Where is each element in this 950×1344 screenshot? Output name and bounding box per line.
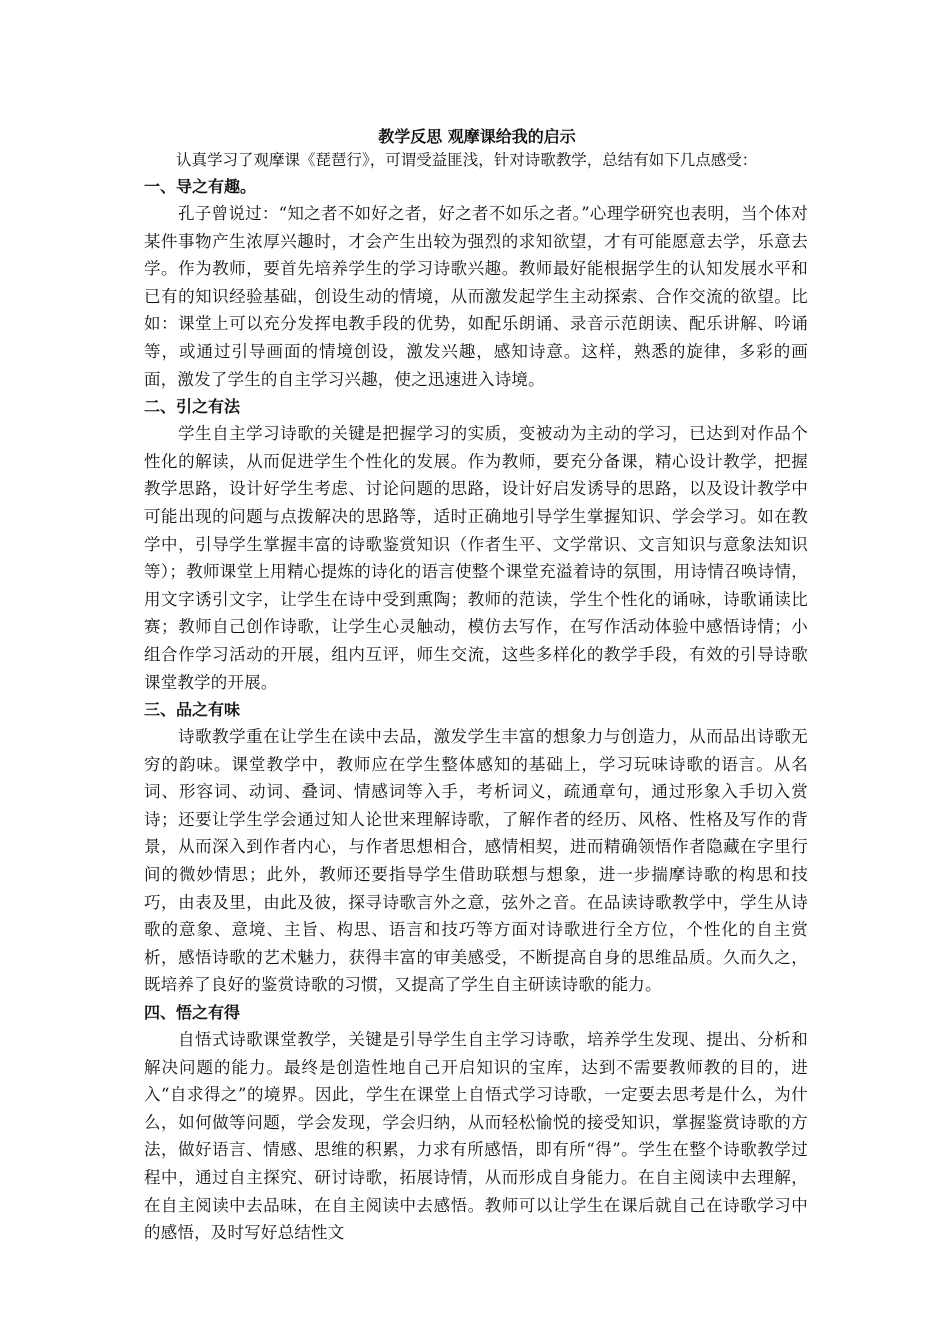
- section-paragraph: 诗歌教学重在让学生在读中去品，激发学生丰富的想象力与创造力，从而品出诗歌无穷的韵味。课堂教学中，教师应在学生整体感知的基础上，学习玩味诗歌的语言。从名词、形容词、动词、叠词、情感词等入手，考析词义，疏通章句，通过形象入手切入赏诗；还要让学生学会通过知人论世来理解诗歌，了解作者的经历、风格、性格及写作的背景，从而深入到作者内心，与作者思想相合，感情相契，进而精确领悟作者隐藏在字里行间的微妙情思；此外，教师还要指导学生借助联想与想象，进一步揣摩诗歌的构思和技巧，由表及里，由此及彼，探寻诗歌言外之意，弦外之音。在品读诗歌教学中，学生从诗歌的意象、意境、主旨、构思、语言和技巧等方面对诗歌进行全方位，个性化的自主赏析，感悟诗歌的艺术魅力，获得丰富的审美感受，不断提高自身的思维品质。久而久之，既培养了良好的鉴赏诗歌的习惯，又提高了学生自主研读诗歌的能力。: [144, 727, 808, 995]
- section-heading: 三、品之有味: [144, 700, 241, 720]
- document-page: [144, 126, 808, 1247]
- section-4: [144, 999, 808, 1247]
- section-2: [144, 393, 808, 696]
- section-heading: 二、引之有法: [144, 397, 241, 417]
- document-title: 教学反思 观摩课给我的启示: [378, 127, 576, 146]
- section-paragraph: 自悟式诗歌课堂教学，关键是引导学生自主学习诗歌，培养学生发现、提出、分析和解决问题的能力。最终是创造性地自己开启知识的宝库，达到不需要教师教的目的，进入“自求得之”的境界。因此，学生在课堂上自悟式学习诗歌，一定要去思考是什么，为什么，如何做等问题，学会发现，学会归纳，从而轻松愉悦的接受知识，掌握鉴赏诗歌的方法，做好语言、情感、思维的积累，力求有所感悟，即有所“得”。学生在整个诗歌教学过程中，通过自主探究、研讨诗歌，拓展诗情，从而形成自身能力。在自主阅读中去理解，在自主阅读中去品味，在自主阅读中去感悟。教师可以让学生在课后就自己在诗歌学习中的感悟，及时写好总结性文: [144, 1030, 808, 1243]
- section-1: [144, 173, 808, 393]
- section-paragraph: 孔子曾说过：“知之者不如好之者，好之者不如乐之者。”心理学研究也表明，当个体对某件事物产生浓厚兴趣时，才会产生出较为强烈的求知欲望，才有可能愿意去学，乐意去学。作为教师，要首先培养学生的学习诗歌兴趣。教师最好能根据学生的认知发展水平和已有的知识经验基础，创设生动的情境，从而激发起学生主动探索、合作交流的欲望。比如：课堂上可以充分发挥电教手段的优势，如配乐朗诵、录音示范朗读、配乐讲解、吟诵等，或通过引导画面的情境创设，激发兴趣，感知诗意。这样，熟悉的旋律，多彩的画面，激发了学生的自主学习兴趣，使之迅速进入诗境。: [144, 204, 808, 389]
- intro-paragraph: 认真学习了观摩课《琵琶行》，可谓受益匪浅，针对诗歌教学，总结有如下几点感受：: [176, 151, 758, 169]
- section-heading: 四、悟之有得: [144, 1003, 241, 1023]
- section-heading: 一、导之有趣。: [144, 177, 257, 196]
- section-3: [144, 696, 808, 999]
- section-paragraph: 学生自主学习诗歌的关键是把握学习的实质，变被动为主动的学习，已达到对作品个性化的解读，从而促进学生个性化的发展。作为教师，要充分备课，精心设计教学，把握教学思路，设计好学生考虑、讨论问题的思路，设计好启发诱导的思路，以及设计教学中可能出现的问题与点拨解决的思路等，适时正确地引导学生掌握知识、学会学习。如在教学中，引导学生掌握丰富的诗歌鉴赏知识（作者生平、文学常识、文言知识与意象法知识等）；教师课堂上用精心提炼的诗化的语言使整个课堂充溢着诗的氛围，用诗情召唤诗情，用文字诱引文字，让学生在诗中受到熏陶；教师的范读，学生个性化的诵咏，诗歌诵读比赛；教师自己创作诗歌，让学生心灵触动，模仿去写作，在写作活动体验中感悟诗情；小组合作学习活动的开展，组内互评，师生交流，这些多样化的教学手段，有效的引导诗歌课堂教学的开展。: [144, 424, 808, 692]
